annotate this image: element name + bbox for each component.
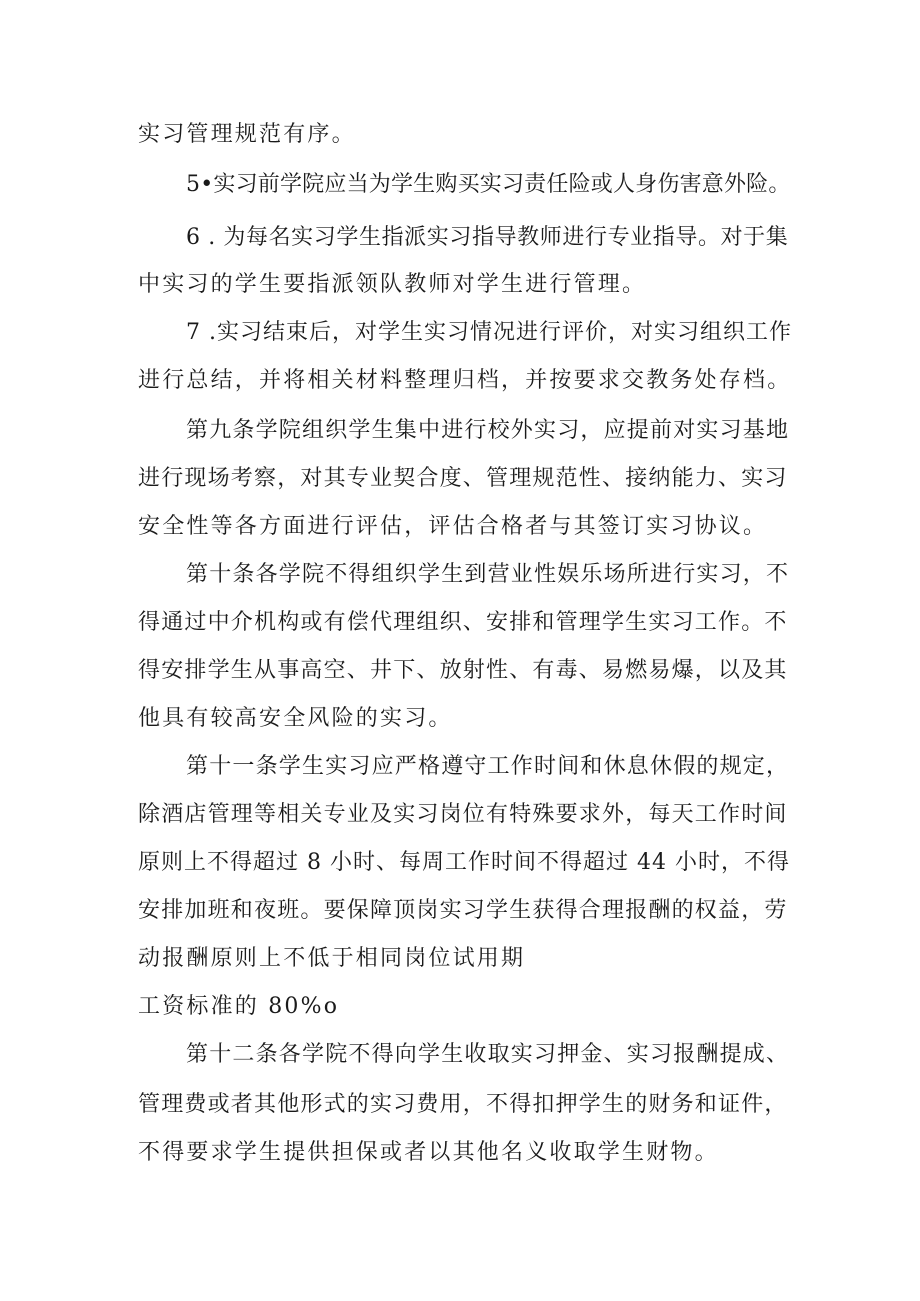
text-line: 第九条学院组织学生集中进行校外实习，应提前对实习基地 (186, 418, 790, 443)
text-line: 除酒店管理等相关专业及实习岗位有特殊要求外，每天工作时间 (138, 802, 788, 827)
text-line: 原则上不得超过 8 小时、每周工作时间不得超过 44 小时，不得 (138, 850, 790, 875)
text-line: 第十二条各学院不得向学生收取实习押金、实习报酬提成、 (186, 1042, 790, 1067)
text-line: 6 . 为每名实习学生指派实习指导教师进行专业指导。对于集 (186, 225, 789, 250)
text-line: 管理费或者其他形式的实习费用，不得扣押学生的财务和证件， (138, 1092, 788, 1117)
text-line: 不得要求学生提供担保或者以其他名义收取学生财物。 (138, 1140, 719, 1165)
text-line: 他具有较高安全风险的实习。 (138, 706, 453, 731)
text-line: 实习管理规范有序。 (138, 122, 356, 147)
text-line: 动报酬原则上不低于相同岗位试用期 (138, 946, 526, 971)
text-line: 进行总结，并将相关材料整理归档，并按要求交教务处存档。 (138, 368, 792, 393)
text-line: 得安排学生从事高空、井下、放射性、有毒、易燃易爆，以及其 (138, 658, 788, 683)
text-line: 第十条各学院不得组织学生到营业性娱乐场所进行实习，不 (186, 562, 790, 587)
text-line: 7 .实习结束后，对学生实习情况进行评价，对实习组织工作 (186, 320, 792, 345)
text-line: 安全性等各方面进行评估，评估合格者与其签订实习协议。 (138, 514, 768, 539)
text-line: 得通过中介机构或有偿代理组织、安排和管理学生实习工作。不 (138, 610, 788, 635)
text-line: 工资标准的 80%o (138, 994, 340, 1019)
text-line: 安排加班和夜班。要保障顶岗实习学生获得合理报酬的权益，劳 (138, 898, 788, 923)
text-line: 5•实习前学院应当为学生购买实习责任险或人身伤害意外险。 (186, 172, 791, 197)
text-line: 第十一条学生实习应严格遵守工作时间和休息休假的规定， (186, 754, 790, 779)
text-line: 进行现场考察，对其专业契合度、管理规范性、接纳能力、实习 (138, 466, 788, 491)
text-line: 中实习的学生要指派领队教师对学生进行管理。 (138, 272, 647, 297)
